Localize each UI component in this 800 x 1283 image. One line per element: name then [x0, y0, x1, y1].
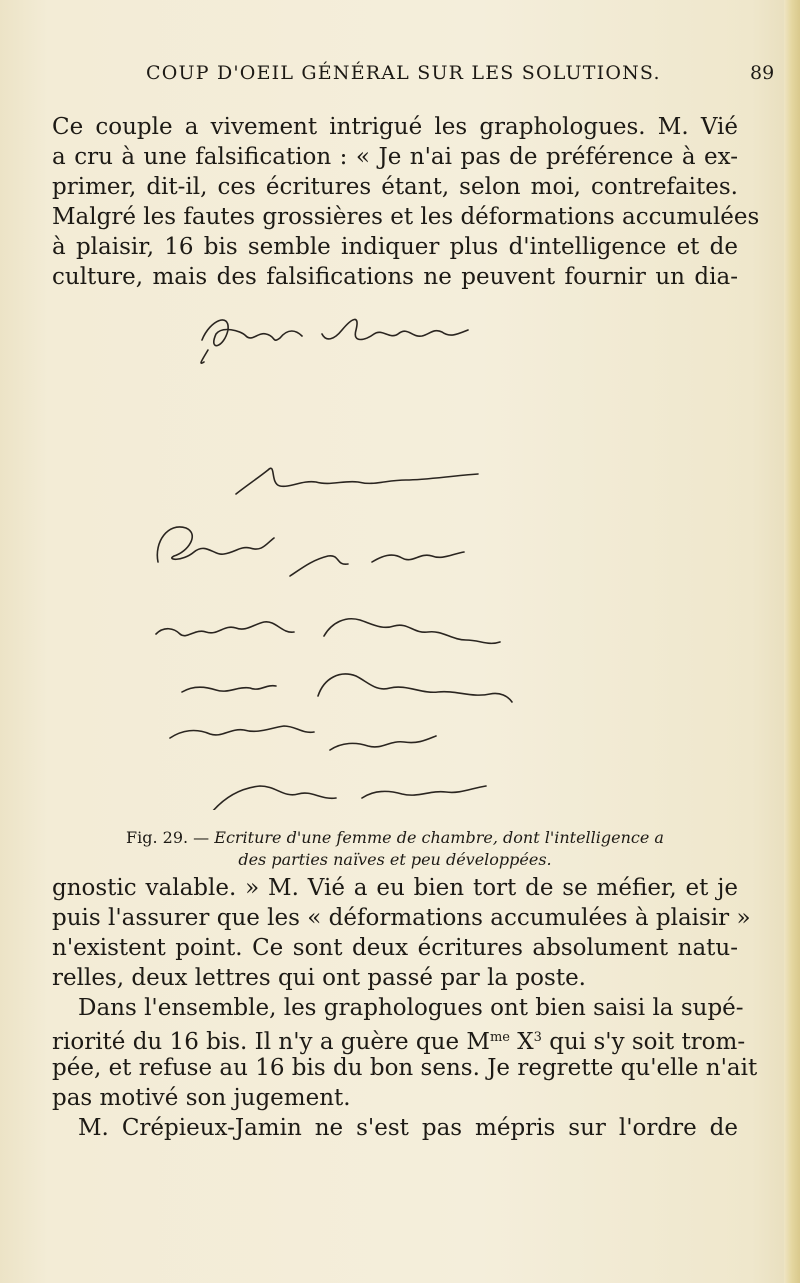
text-line: Malgré les fautes grossières et les déformations accumulées [52, 204, 760, 230]
text-fragment: riorité du 16 bis. Il n'y a guère que M [52, 1029, 490, 1055]
handwriting-stroke [330, 736, 436, 750]
paragraph-2 [52, 873, 758, 1143]
handwriting-specimen-figure [90, 290, 730, 810]
text-line: culture, mais des falsifications ne peuvent fournir un dia- [52, 264, 738, 290]
text-line-with-superscript [52, 1023, 746, 1055]
text-line: a cru à une falsification : « Je n'ai pas de préférence à ex- [52, 144, 738, 170]
text-line: M. Crépieux-Jamin ne s'est pas mépris sur l'ordre de [78, 1115, 738, 1141]
running-header [0, 58, 800, 88]
text-line: primer, dit-il, ces écritures étant, selon moi, contrefaites. [52, 174, 738, 200]
handwriting-stroke [362, 786, 486, 798]
caption-dash: — [188, 828, 215, 847]
caption-text-line-1: Ecriture d'une femme de chambre, dont l'intelligence a [214, 828, 664, 847]
text-line: à plaisir, 16 bis semble indiquer plus d'intelligence et de [52, 234, 738, 260]
text-line: pée, et refuse au 16 bis du bon sens. Je regrette qu'elle n'ait [52, 1055, 758, 1081]
paragraph-1 [52, 112, 760, 292]
text-fragment: qui s'y soit trom- [541, 1029, 746, 1055]
caption-text-line-2: des parties naïves et peu développées. [238, 850, 552, 869]
text-line: pas motivé son jugement. [52, 1085, 351, 1111]
handwriting-stroke [290, 556, 348, 576]
handwriting-stroke [322, 319, 468, 339]
handwriting-specimen-image [90, 290, 730, 810]
text-fragment: X [509, 1029, 534, 1055]
handwriting-stroke [372, 552, 464, 562]
page-edge [784, 0, 800, 1283]
text-line: relles, deux lettres qui ont passé par la poste. [52, 965, 586, 991]
figure-caption [52, 827, 738, 871]
handwriting-stroke [212, 786, 336, 810]
handwriting-stroke [236, 468, 478, 494]
handwriting-stroke [201, 350, 208, 363]
figure-label: Fig. 29. [126, 828, 189, 847]
text-line: Ce couple a vivement intrigué les graphologues. M. Vié [52, 114, 738, 140]
handwriting-stroke [157, 527, 274, 562]
handwriting-stroke [324, 619, 500, 644]
handwriting-stroke [156, 622, 294, 636]
handwriting-stroke [170, 726, 314, 738]
superscript: 3 [533, 1030, 542, 1045]
text-line: puis l'assurer que les « déformations accumulées à plaisir » [52, 905, 751, 931]
handwriting-stroke [202, 320, 302, 346]
text-line: gnostic valable. » M. Vié a eu bien tort de se méfier, et je [52, 875, 738, 901]
text-line: n'existent point. Ce sont deux écritures absolument natu- [52, 935, 738, 961]
text-line: Dans l'ensemble, les graphologues ont bien saisi la supé- [78, 995, 744, 1021]
running-title: COUP D'OEIL GÉNÉRAL SUR LES SOLUTIONS. [146, 62, 661, 84]
handwriting-stroke [182, 686, 276, 692]
handwriting-stroke [318, 674, 512, 702]
superscript: me [489, 1030, 510, 1045]
page-number: 89 [750, 62, 775, 84]
